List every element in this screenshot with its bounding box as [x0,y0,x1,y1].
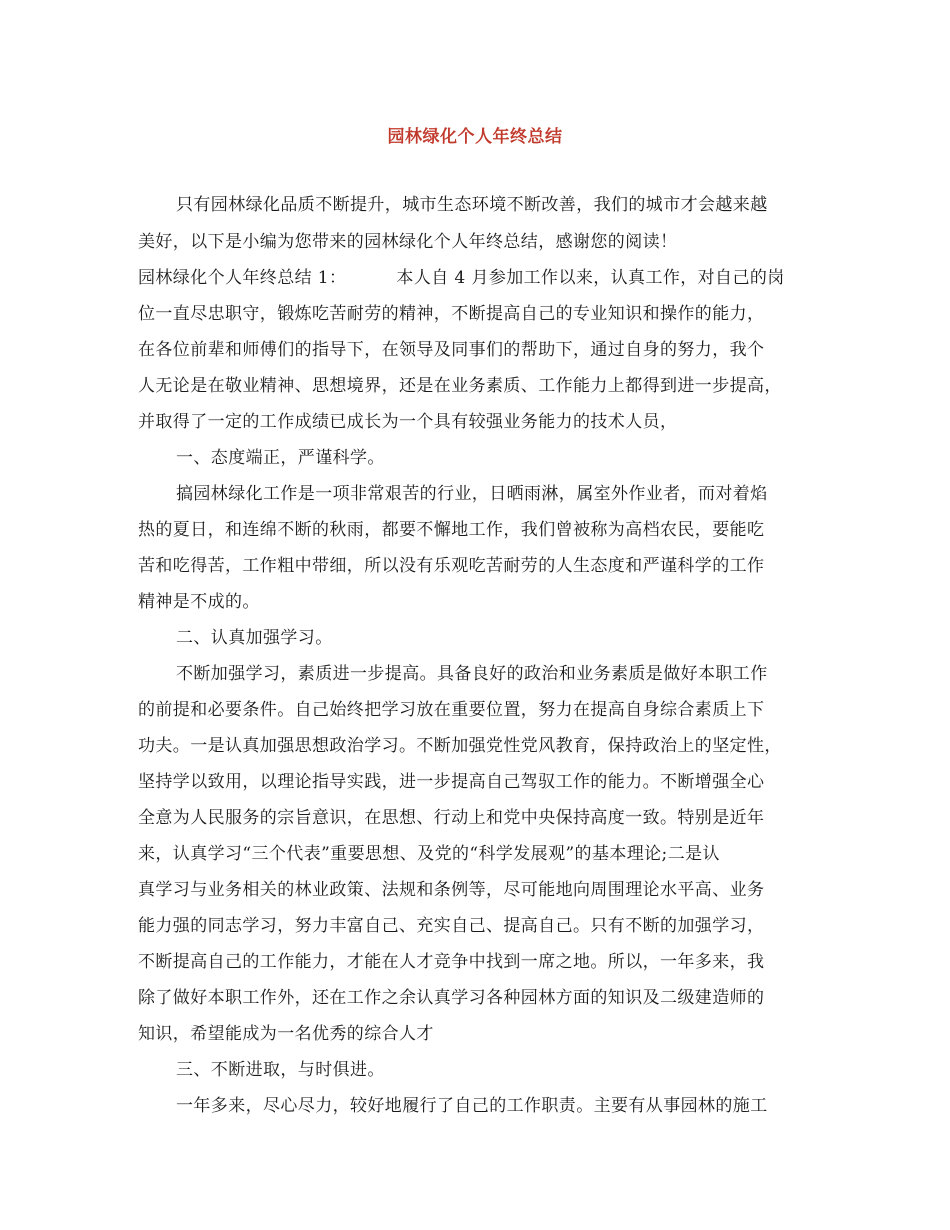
paragraph-line: 精神是不成的。 [138,592,260,612]
paragraph-line: 不断加强学习，素质进一步提高。具备良好的政治和业务素质是做好本职工作 [176,664,768,684]
paragraph-line: 人无论是在敬业精神、思想境界，还是在业务素质、工作能力上都得到进一步提高， [138,376,782,396]
paragraph-line: 坚持学以致用，以理论指导实践，进一步提高自己驾驭工作的能力。不断增强全心 [138,772,765,792]
paragraph-line: 不断提高自己的工作能力，才能在人才竞争中找到一席之地。所以，一年多来，我 [138,952,765,972]
paragraph-line: 热的夏日，和连绵不断的秋雨，都要不懈地工作，我们曾被称为高档农民，要能吃 [138,520,765,540]
section-heading: 二、认真加强学习。 [176,628,333,648]
paragraph-line: 位一直尽忠职守，锻炼吃苦耐劳的精神，不断提高自己的专业知识和操作的能力， [138,304,765,324]
paragraph-line: 美好，以下是小编为您带来的园林绿化个人年终总结，感谢您的阅读！ [138,232,678,252]
paragraph-line: 并取得了一定的工作成绩已成长为一个具有较强业务能力的技术人员， [138,412,678,432]
section-heading: 三、不断进取，与时俱进。 [176,1060,385,1080]
paragraph-line: 的前提和必要条件。自己始终把学习放在重要位置，努力在提高自身综合素质上下 [138,700,765,720]
paragraph-line: 在各位前辈和师傅们的指导下，在领导及同事们的帮助下，通过自身的努力，我个 [138,340,765,360]
section-heading: 园林绿化个人年终总结 1： [138,268,347,288]
paragraph-line: 除了做好本职工作外，还在工作之余认真学习各种园林方面的知识及二级建造师的 [138,988,765,1008]
paragraph-text: 本人自 4 月参加工作以来，认真工作，对自己的岗 [396,268,785,288]
paragraph-line: 只有园林绿化品质不断提升，城市生态环境不断改善，我们的城市才会越来越 [176,195,768,215]
paragraph-line [138,268,822,288]
document-title: 园林绿化个人年终总结 [387,127,563,147]
paragraph-line: 搞园林绿化工作是一项非常艰苦的行业，日晒雨淋，属室外作业者，而对着焰 [176,484,768,504]
paragraph-line: 全意为人民服务的宗旨意识，在思想、行动上和党中央保持高度一致。特别是近年 [138,808,765,828]
paragraph-line: 能力强的同志学习，努力丰富自己、充实自己、提高自己。只有不断的加强学习， [138,916,765,936]
paragraph-line: 来，认真学习“三个代表”重要思想、及党的“科学发展观”的基本理论;二是认 [138,844,720,864]
section-heading: 一、态度端正，严谨科学。 [176,448,385,468]
paragraph-line: 苦和吃得苦，工作粗中带细，所以没有乐观吃苦耐劳的人生态度和严谨科学的工作 [138,556,765,576]
paragraph-line: 功夫。一是认真加强思想政治学习。不断加强党性党风教育，保持政治上的坚定性， [138,736,782,756]
paragraph-line: 一年多来，尽心尽力，较好地履行了自己的工作职责。主要有从事园林的施工 [176,1096,768,1116]
paragraph-line: 真学习与业务相关的林业政策、法规和条例等，尽可能地向周围理论水平高、业务 [138,880,765,900]
paragraph-line: 知识，希望能成为一名优秀的综合人才 [138,1024,434,1044]
